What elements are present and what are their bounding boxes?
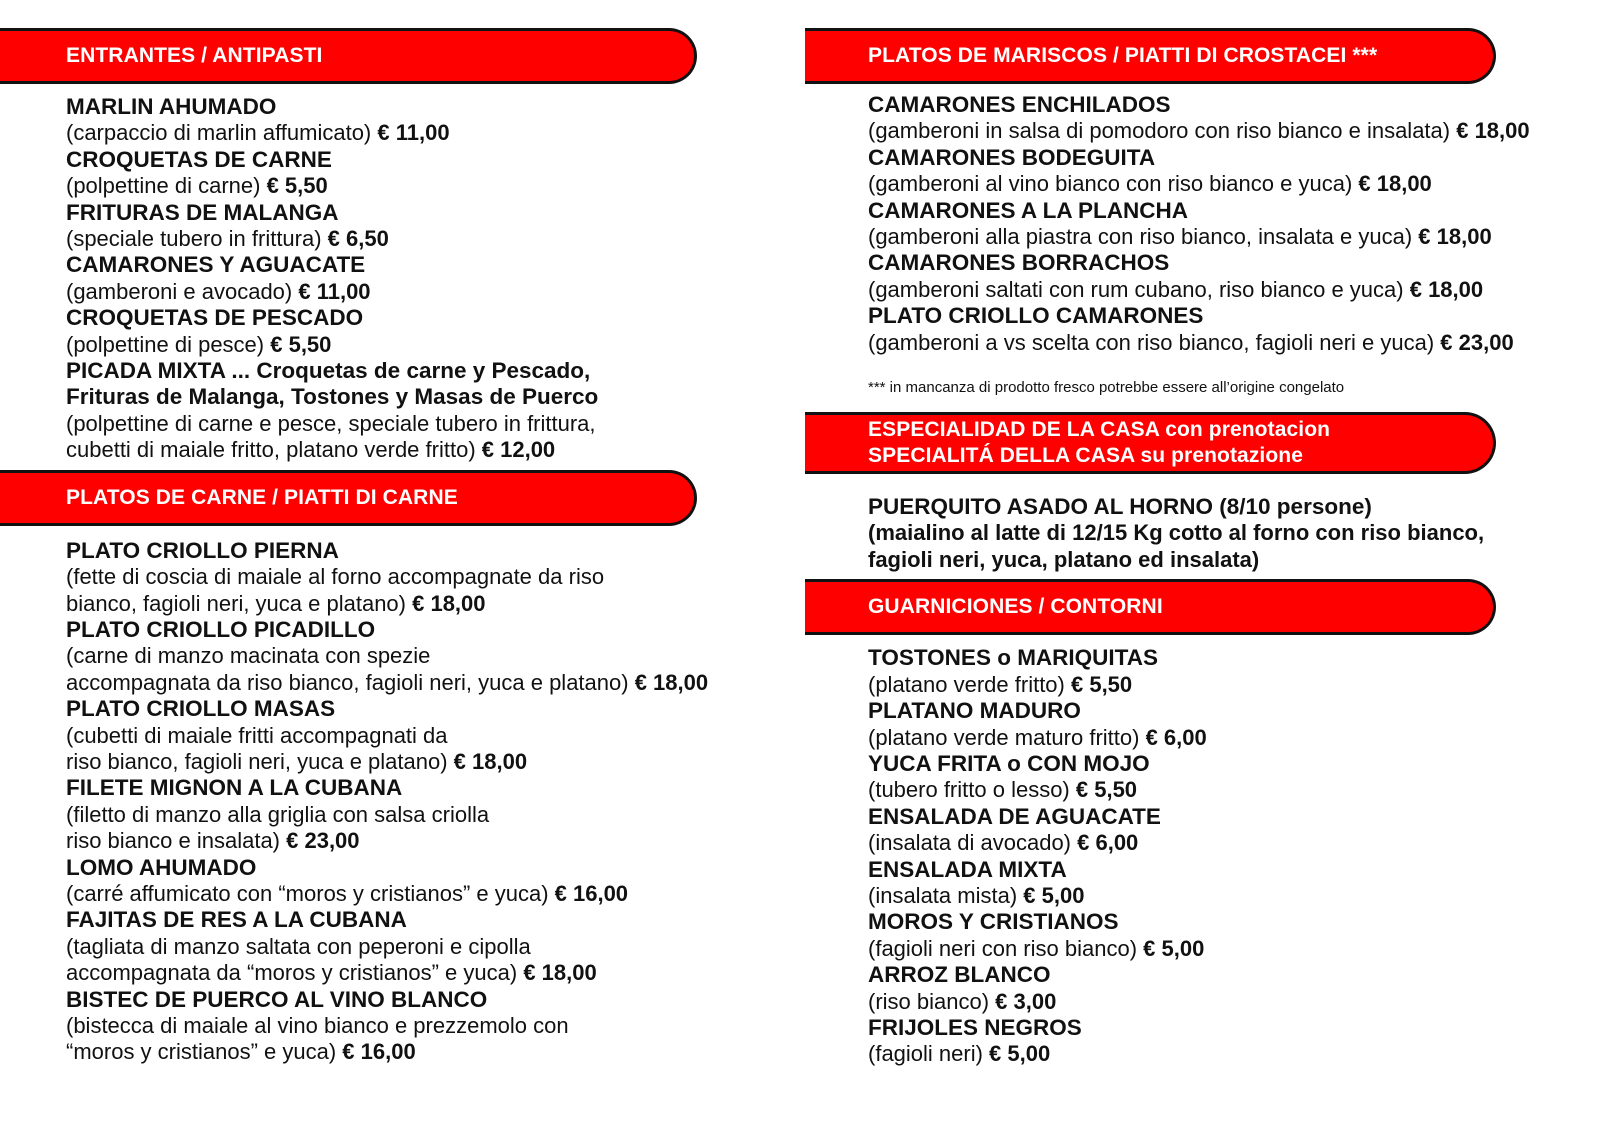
- dish-price: € 5,50: [1075, 777, 1138, 803]
- dish-price: € 18,00: [523, 960, 597, 986]
- dish-price: € 11,00: [377, 120, 450, 146]
- dish-price: € 5,50: [270, 331, 332, 357]
- menu-item: [868, 1015, 1600, 1068]
- dish-name: ENSALADA MIXTA: [868, 856, 1067, 882]
- menu-item: [868, 804, 1600, 857]
- menu-item: [66, 696, 740, 775]
- dish-price: € 5,00: [1023, 882, 1085, 908]
- dish-price: € 23,00: [1440, 329, 1514, 355]
- especialidad-list: [805, 494, 1600, 573]
- section-title-especialidad-es: ESPECIALIDAD DE LA CASA con prenotacion: [868, 418, 1331, 442]
- dish-name: BISTEC DE PUERCO AL VINO BLANCO: [66, 986, 488, 1012]
- dish-description: (speciale tubero in frittura): [66, 226, 328, 252]
- dish-price: € 18,00: [634, 669, 709, 695]
- menu-item: [868, 698, 1600, 751]
- menu-item: [66, 987, 740, 1066]
- dish-name: MOROS Y CRISTIANOS: [868, 909, 1119, 935]
- dish-name: CROQUETAS DE CARNE: [66, 146, 332, 172]
- dish-name: FRITURAS DE MALANGA: [66, 199, 339, 225]
- dish-name: CAMARONES BORRACHOS: [868, 250, 1170, 276]
- left-column: [0, 28, 740, 1066]
- dish-price: € 18,00: [1409, 276, 1484, 302]
- menu-item: [868, 198, 1600, 251]
- dish-price: € 18,00: [1358, 171, 1432, 197]
- dish-name: ARROZ BLANCO: [868, 962, 1051, 988]
- entrantes-list: [0, 94, 740, 464]
- dish-price: € 12,00: [481, 437, 556, 463]
- dish-price: € 18,00: [453, 748, 528, 774]
- section-title-guarniciones: GUARNICIONES / CONTORNI: [868, 595, 1163, 619]
- dish-name: PUERQUITO ASADO AL HORNO (8/10 persone): [868, 494, 1372, 520]
- dish-description: (gamberoni alla piastra con riso bianco, insalata e yuca): [868, 224, 1419, 250]
- dish-price: € 5,00: [989, 1041, 1051, 1067]
- menu-item: [66, 358, 740, 464]
- menu-item: [868, 303, 1600, 356]
- dish-price: € 6,00: [1077, 830, 1139, 856]
- dish-description: (fagioli neri): [868, 1041, 990, 1067]
- section-title-entrantes: ENTRANTES / ANTIPASTI: [66, 44, 323, 67]
- dish-name: PLATO CRIOLLO CAMARONES: [868, 303, 1204, 329]
- menu-item: [66, 200, 740, 253]
- dish-description: (gamberoni saltati con rum cubano, riso bianco e yuca): [868, 276, 1410, 302]
- menu-item: [868, 751, 1600, 804]
- dish-name: FAJITAS DE RES A LA CUBANA: [66, 907, 407, 933]
- dish-name: MARLIN AHUMADO: [66, 94, 277, 119]
- dish-price: € 5,50: [266, 173, 328, 199]
- menu-item: [66, 855, 740, 908]
- dish-description: (gamberoni e avocado): [66, 278, 299, 304]
- dish-description: (insalata di avocado): [868, 830, 1078, 856]
- section-header-mariscos: [805, 28, 1496, 84]
- dish-price: € 3,00: [995, 988, 1057, 1014]
- dish-description: (maialino al latte di 12/15 Kg cotto al forno con riso bianco, fagioli neri, yuca, platano ed insalata): [868, 520, 1485, 572]
- dish-description: (riso bianco): [868, 988, 996, 1014]
- dish-name: CAMARONES BODEGUITA: [868, 144, 1156, 170]
- dish-description: (carpaccio di marlin affumicato): [66, 120, 378, 146]
- dish-price: € 18,00: [412, 590, 486, 616]
- dish-price: € 11,00: [298, 278, 371, 304]
- menu-item: [66, 252, 740, 305]
- dish-name: PLATO CRIOLLO PICADILLO: [66, 616, 376, 642]
- dish-name: CROQUETAS DE PESCADO: [66, 305, 364, 331]
- dish-name: CAMARONES Y AGUACATE: [66, 252, 366, 278]
- dish-price: € 5,50: [1070, 671, 1133, 697]
- section-header-entrantes: [0, 28, 697, 84]
- mariscos-list: [805, 92, 1600, 398]
- dish-description: (platano verde fritto): [868, 671, 1071, 697]
- dish-name: PLATANO MADURO: [868, 698, 1081, 724]
- menu-item: [868, 645, 1600, 698]
- dish-description: (filetto di manzo alla griglia con salsa criolla riso bianco e insalata): [66, 801, 490, 854]
- dish-description: (cubetti di maiale fritti accompagnati da riso bianco, fagioli neri, yuca e platano): [66, 722, 448, 774]
- section-header-guarniciones: [805, 579, 1496, 635]
- dish-price: € 5,00: [1143, 935, 1205, 961]
- frozen-product-note: *** in mancanza di prodotto fresco potrebbe essere all’origine congelato: [868, 379, 1345, 397]
- dish-description: (gamberoni al vino bianco con riso bianco e yuca): [868, 171, 1359, 197]
- dish-name: FILETE MIGNON A LA CUBANA: [66, 775, 403, 801]
- dish-description: (tagliata di manzo saltata con peperoni e cipolla accompagnata da “moros y cristianos” e yuca): [66, 933, 531, 986]
- dish-name: YUCA FRITA o CON MOJO: [868, 750, 1150, 776]
- menu-item: [868, 92, 1600, 145]
- menu-item: [66, 617, 740, 696]
- dish-name: ENSALADA DE AGUACATE: [868, 803, 1161, 829]
- dish-name: LOMO AHUMADO: [66, 854, 257, 880]
- menu-item: [66, 538, 740, 617]
- dish-name: PLATO CRIOLLO MASAS: [66, 696, 336, 722]
- menu-item: [868, 494, 1600, 573]
- dish-name: PLATO CRIOLLO PIERNA: [66, 537, 339, 563]
- dish-price: € 18,00: [1418, 224, 1492, 250]
- dish-description: (insalata mista): [868, 882, 1024, 908]
- dish-description: (carré affumicato con “moros y cristianos” e yuca): [66, 880, 555, 906]
- dish-price: € 6,00: [1145, 724, 1207, 750]
- section-header-especialidad: [805, 412, 1496, 474]
- section-title-carne: PLATOS DE CARNE / PIATTI DI CARNE: [66, 485, 458, 509]
- dish-name: CAMARONES ENCHILADOS: [868, 92, 1171, 117]
- dish-description: (fette di coscia di maiale al forno accompagnate da riso bianco, fagioli neri, yuca e platano): [66, 564, 605, 616]
- menu-item: [66, 305, 740, 358]
- dish-price: € 16,00: [554, 880, 629, 906]
- dish-name: CAMARONES A LA PLANCHA: [868, 197, 1188, 223]
- dish-description: (polpettine di carne): [66, 173, 267, 199]
- menu-item: [868, 909, 1600, 962]
- guarniciones-list: [805, 645, 1600, 1068]
- menu-item: [66, 907, 740, 986]
- dish-name: TOSTONES o MARIQUITAS: [868, 645, 1159, 671]
- dish-name: FRIJOLES NEGROS: [868, 1014, 1082, 1040]
- menu-item: [66, 94, 740, 147]
- menu-item: [66, 775, 740, 854]
- dish-description: (polpettine di pesce): [66, 331, 271, 357]
- section-header-carne: [0, 470, 697, 526]
- dish-description: (gamberoni a vs scelta con riso bianco, fagioli neri e yuca): [868, 329, 1441, 355]
- dish-price: € 6,50: [327, 226, 389, 252]
- menu-item: [868, 145, 1600, 198]
- dish-description: (fagioli neri con riso bianco): [868, 935, 1144, 961]
- dish-description: (bistecca di maiale al vino bianco e prezzemolo con “moros y cristianos” e yuca): [66, 1013, 569, 1065]
- menu-item: [868, 250, 1600, 303]
- dish-description: (polpettine di carne e pesce, speciale tubero in frittura, cubetti di maiale fritto, platano verde fritto): [66, 410, 596, 463]
- dish-price: € 23,00: [286, 828, 360, 854]
- dish-price: € 18,00: [1456, 118, 1530, 144]
- menu-item: [66, 147, 740, 200]
- section-title-especialidad-it: SPECIALITÁ DELLA CASA su prenotazione: [868, 444, 1303, 468]
- dish-name: PICADA MIXTA ... Croquetas de carne y Pescado, Frituras de Malanga, Tostones y Masas de Puerco: [66, 358, 599, 410]
- menu-item: [868, 857, 1600, 910]
- right-column: [805, 28, 1600, 1068]
- dish-description: (carne di manzo macinata con spezie accompagnata da riso bianco, fagioli neri, yuca e platano): [66, 643, 629, 695]
- menu-item: [868, 962, 1600, 1015]
- section-title-mariscos: PLATOS DE MARISCOS / PIATTI DI CROSTACEI ***: [868, 44, 1378, 67]
- carne-list: [0, 538, 740, 1066]
- dish-price: € 16,00: [342, 1039, 416, 1065]
- dish-description: (platano verde maturo fritto): [868, 724, 1146, 750]
- dish-description: (gamberoni in salsa di pomodoro con riso bianco e insalata): [868, 118, 1457, 144]
- dish-description: (tubero fritto o lesso): [868, 777, 1076, 803]
